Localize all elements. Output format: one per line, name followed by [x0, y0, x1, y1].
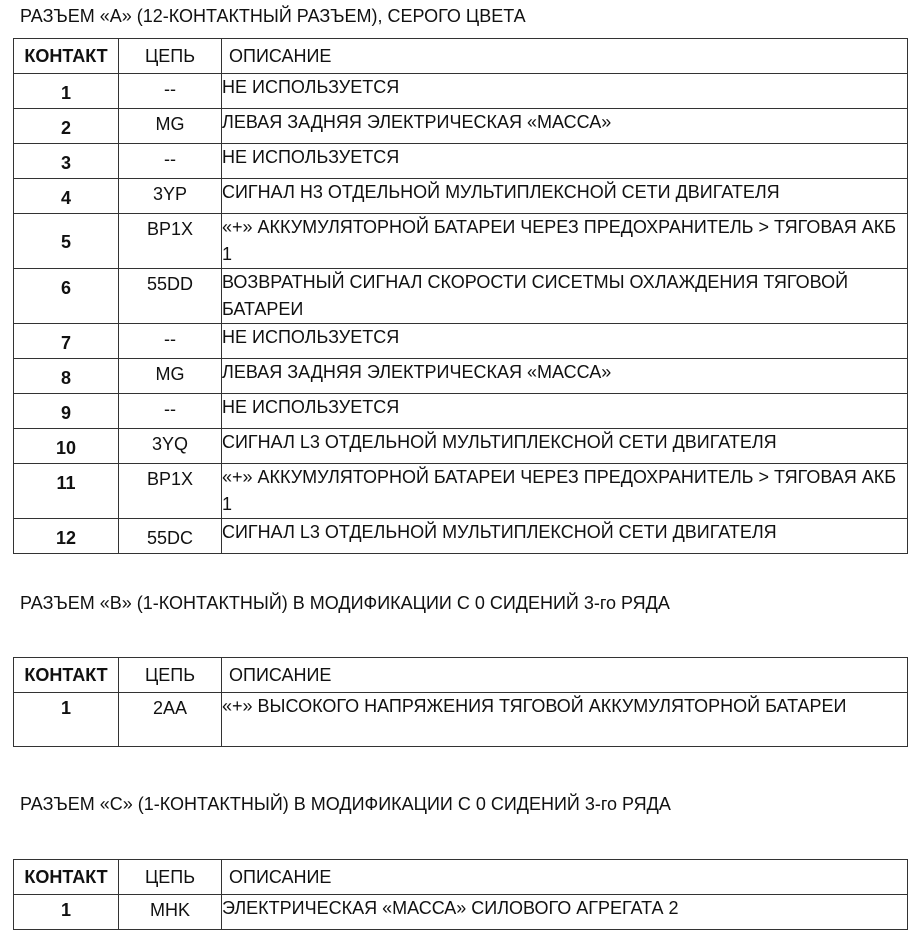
circuit-cell: BP1X — [119, 214, 222, 269]
pin-cell: 1 — [14, 895, 119, 930]
description-cell: ЭЛЕКТРИЧЕСКАЯ «МАССА» СИЛОВОГО АГРЕГАТА 2 — [222, 895, 908, 930]
table-row — [14, 269, 908, 324]
pin-cell: 2 — [14, 109, 119, 144]
table-row — [14, 464, 908, 519]
section-b-title: РАЗЪЕМ «В» (1-КОНТАКТНЫЙ) В МОДИФИКАЦИИ С 0 СИДЕНИЙ 3-го РЯДА — [20, 593, 670, 613]
header-description: ОПИСАНИЕ — [222, 658, 908, 693]
circuit-cell: MG — [119, 109, 222, 144]
table-header-row — [14, 658, 908, 693]
description-cell: НЕ ИСПОЛЬЗУЕТСЯ — [222, 394, 908, 429]
header-pin: КОНТАКТ — [14, 860, 119, 895]
circuit-cell: 55DD — [119, 269, 222, 324]
circuit-cell: BP1X — [119, 464, 222, 519]
pin-cell: 7 — [14, 324, 119, 359]
connector-c-table — [13, 859, 908, 930]
section-c-title: РАЗЪЕМ «С» (1-КОНТАКТНЫЙ) В МОДИФИКАЦИИ С 0 СИДЕНИЙ 3-го РЯДА — [20, 794, 671, 814]
table-row — [14, 394, 908, 429]
description-cell: НЕ ИСПОЛЬЗУЕТСЯ — [222, 74, 908, 109]
circuit-cell: -- — [119, 144, 222, 179]
table-row — [14, 109, 908, 144]
table-row — [14, 693, 908, 747]
pin-cell: 1 — [14, 74, 119, 109]
description-cell: НЕ ИСПОЛЬЗУЕТСЯ — [222, 324, 908, 359]
table-row — [14, 144, 908, 179]
description-cell: ЛЕВАЯ ЗАДНЯЯ ЭЛЕКТРИЧЕСКАЯ «МАССА» — [222, 359, 908, 394]
circuit-cell: 3YQ — [119, 429, 222, 464]
connector-a-table — [13, 38, 908, 554]
header-circuit: ЦЕПЬ — [119, 860, 222, 895]
pin-cell: 1 — [14, 693, 119, 747]
pin-cell: 6 — [14, 269, 119, 324]
table-row — [14, 895, 908, 930]
table-row — [14, 429, 908, 464]
pin-cell: 8 — [14, 359, 119, 394]
table-header-row — [14, 39, 908, 74]
description-cell: СИГНАЛ H3 ОТДЕЛЬНОЙ МУЛЬТИПЛЕКСНОЙ СЕТИ ДВИГАТЕЛЯ — [222, 179, 908, 214]
header-pin: КОНТАКТ — [14, 39, 119, 74]
circuit-cell: MG — [119, 359, 222, 394]
table-row — [14, 359, 908, 394]
pin-cell: 10 — [14, 429, 119, 464]
description-cell: «+» АККУМУЛЯТОРНОЙ БАТАРЕИ ЧЕРЕЗ ПРЕДОХРАНИТЕЛЬ > ТЯГОВАЯ АКБ 1 — [222, 464, 908, 519]
pin-cell: 3 — [14, 144, 119, 179]
circuit-cell: 3YP — [119, 179, 222, 214]
section-a-title: РАЗЪЕМ «А» (12-КОНТАКТНЫЙ РАЗЪЕМ), СЕРОГО ЦВЕТА — [20, 6, 526, 26]
table-row — [14, 324, 908, 359]
circuit-cell: 55DC — [119, 519, 222, 554]
table-row — [14, 519, 908, 554]
circuit-cell: -- — [119, 394, 222, 429]
pin-cell: 9 — [14, 394, 119, 429]
header-pin: КОНТАКТ — [14, 658, 119, 693]
header-description: ОПИСАНИЕ — [222, 39, 908, 74]
circuit-cell: 2AA — [119, 693, 222, 747]
description-cell: «+» АККУМУЛЯТОРНОЙ БАТАРЕИ ЧЕРЕЗ ПРЕДОХРАНИТЕЛЬ > ТЯГОВАЯ АКБ 1 — [222, 214, 908, 269]
header-circuit: ЦЕПЬ — [119, 39, 222, 74]
pin-cell: 12 — [14, 519, 119, 554]
table-row — [14, 74, 908, 109]
description-cell: «+» ВЫСОКОГО НАПРЯЖЕНИЯ ТЯГОВОЙ АККУМУЛЯТОРНОЙ БАТАРЕИ — [222, 693, 908, 747]
pin-cell: 4 — [14, 179, 119, 214]
connector-b-table — [13, 657, 908, 747]
pin-cell: 11 — [14, 464, 119, 519]
circuit-cell: -- — [119, 324, 222, 359]
header-circuit: ЦЕПЬ — [119, 658, 222, 693]
table-row — [14, 214, 908, 269]
description-cell: ЛЕВАЯ ЗАДНЯЯ ЭЛЕКТРИЧЕСКАЯ «МАССА» — [222, 109, 908, 144]
table-header-row — [14, 860, 908, 895]
circuit-cell: MHK — [119, 895, 222, 930]
description-cell: СИГНАЛ L3 ОТДЕЛЬНОЙ МУЛЬТИПЛЕКСНОЙ СЕТИ ДВИГАТЕЛЯ — [222, 519, 908, 554]
pin-cell: 5 — [14, 214, 119, 269]
description-cell: НЕ ИСПОЛЬЗУЕТСЯ — [222, 144, 908, 179]
circuit-cell: -- — [119, 74, 222, 109]
description-cell: СИГНАЛ L3 ОТДЕЛЬНОЙ МУЛЬТИПЛЕКСНОЙ СЕТИ ДВИГАТЕЛЯ — [222, 429, 908, 464]
description-cell: ВОЗВРАТНЫЙ СИГНАЛ СКОРОСТИ СИСЕТМЫ ОХЛАЖДЕНИЯ ТЯГОВОЙ БАТАРЕИ — [222, 269, 908, 324]
header-description: ОПИСАНИЕ — [222, 860, 908, 895]
table-row — [14, 179, 908, 214]
